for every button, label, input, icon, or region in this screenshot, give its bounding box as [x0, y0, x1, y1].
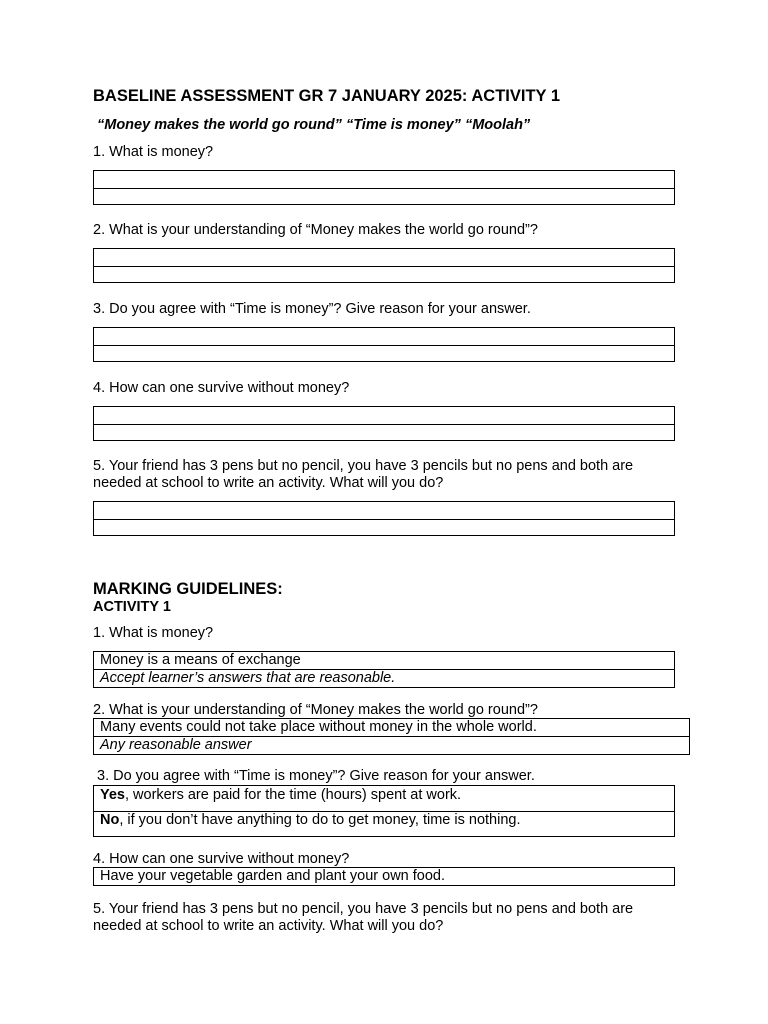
answer-box-2[interactable]: [93, 248, 675, 283]
marking-answer-box-2: [93, 718, 690, 755]
answer-line[interactable]: [94, 249, 674, 267]
marking-question-2: 2. What is your understanding of “Money makes the world go round”?: [93, 702, 538, 718]
marking-answer-4: Have your vegetable garden and plant your own food.: [100, 868, 446, 884]
question-5: 5. Your friend has 3 pens but no pencil, you have 3 pencils but no pens and both are needed at school to write an activity. What will you do?: [93, 458, 634, 491]
marking-answer-box-1: [93, 651, 675, 688]
marking-question-1: 1. What is money?: [93, 625, 214, 641]
answer-line[interactable]: [94, 502, 674, 520]
marking-answer-1: Money is a means of exchange: [94, 652, 674, 670]
answer-box-3[interactable]: [93, 327, 675, 362]
no-reason: , if you don’t have anything to do to get money, time is nothing.: [119, 812, 521, 828]
answer-line[interactable]: [94, 346, 674, 363]
marking-question-5: 5. Your friend has 3 pens but no pencil, you have 3 pencils but no pens and both are needed at school to write an activity. What will you do?: [93, 901, 634, 934]
question-1: 1. What is money?: [93, 144, 214, 160]
answer-line[interactable]: [94, 189, 674, 206]
marking-answer-3-no: [94, 812, 674, 836]
marking-answer-3-yes: [94, 786, 674, 812]
question-2: 2. What is your understanding of “Money makes the world go round”?: [93, 222, 538, 238]
marking-answer-box-4: [93, 867, 675, 886]
yes-reason: , workers are paid for the time (hours) spent at work.: [125, 787, 462, 803]
worksheet-title: BASELINE ASSESSMENT GR 7 JANUARY 2025: ACTIVITY 1: [93, 87, 561, 105]
answer-line[interactable]: [94, 171, 674, 189]
answer-line[interactable]: [94, 328, 674, 346]
answer-box-4[interactable]: [93, 406, 675, 441]
marking-answer-box-3: [93, 785, 675, 837]
marking-answer-2: Many events could not take place without money in the whole world.: [94, 719, 689, 737]
answer-line[interactable]: [94, 520, 674, 537]
marking-question-4: 4. How can one survive without money?: [93, 851, 350, 867]
no-label: No: [100, 812, 120, 828]
answer-box-5[interactable]: [93, 501, 675, 536]
marking-question-3: 3. Do you agree with “Time is money”? Give reason for your answer.: [97, 768, 535, 784]
question-3: 3. Do you agree with “Time is money”? Give reason for your answer.: [93, 301, 531, 317]
answer-box-1[interactable]: [93, 170, 675, 205]
marking-guidelines-title: MARKING GUIDELINES:: [93, 580, 283, 598]
question-4: 4. How can one survive without money?: [93, 380, 350, 396]
marking-note-2: Any reasonable answer: [100, 737, 252, 753]
yes-label: Yes: [100, 787, 125, 803]
quotes-subtitle: “Money makes the world go round” “Time is money” “Moolah”: [97, 117, 531, 133]
answer-line[interactable]: [94, 407, 674, 425]
marking-note-1: Accept learner’s answers that are reasonable.: [100, 670, 396, 686]
answer-line[interactable]: [94, 425, 674, 442]
answer-line[interactable]: [94, 267, 674, 284]
marking-activity-subtitle: ACTIVITY 1: [93, 599, 171, 615]
